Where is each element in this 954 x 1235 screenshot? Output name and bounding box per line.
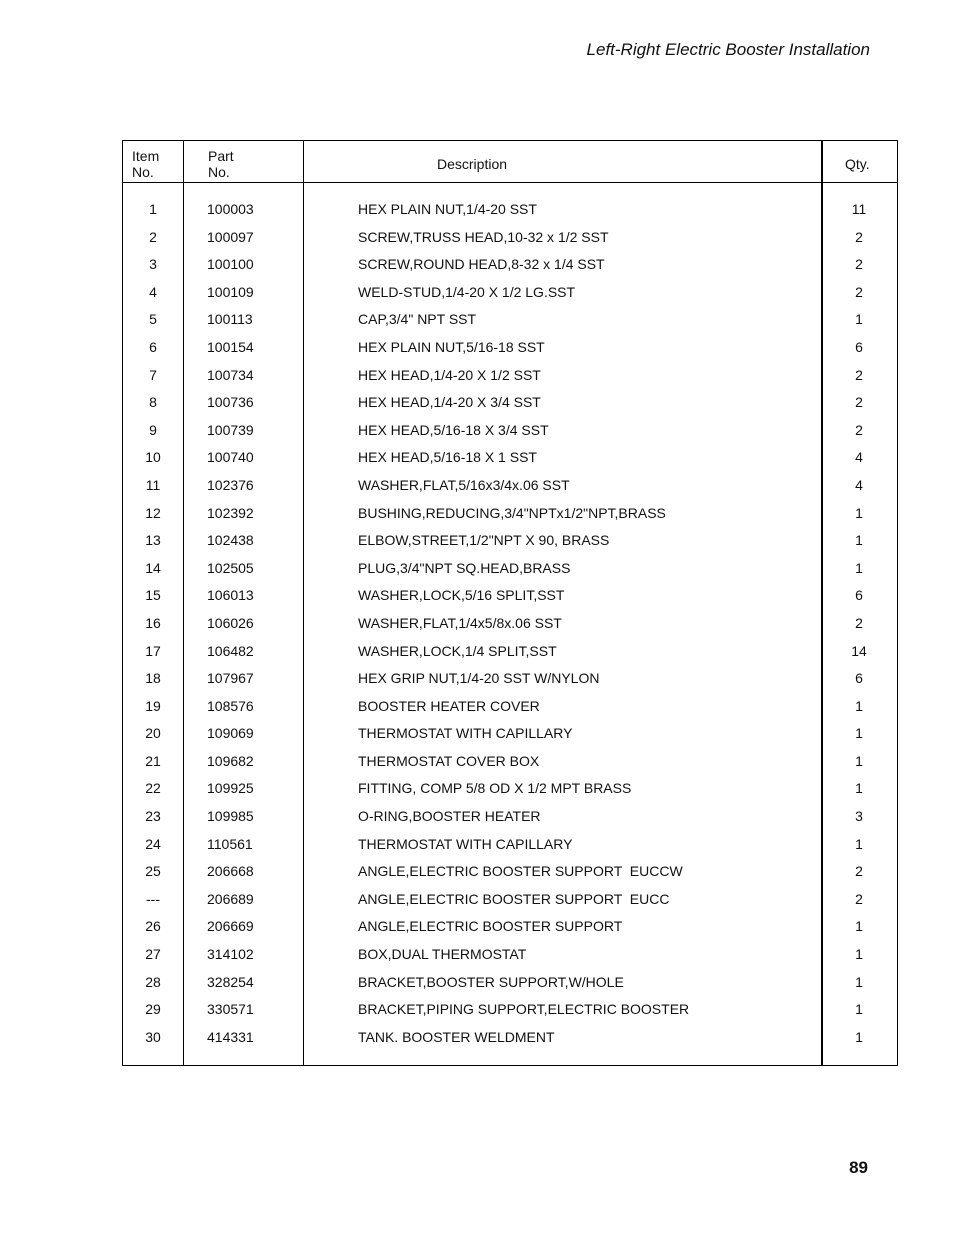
part-no-cell: 107967 [207,670,254,687]
table-row [123,968,897,996]
description-cell: ANGLE,ELECTRIC BOOSTER SUPPORT EUCC [358,890,670,907]
table-row [123,278,897,306]
qty-cell: 1 [855,504,863,521]
qty-cell: 2 [855,366,863,383]
column-header-qty: Qty. [845,156,870,172]
table-row [123,416,897,444]
table-row [123,223,897,251]
table-row [123,774,897,802]
part-no-cell: 100734 [207,366,254,383]
table-row [123,388,897,416]
qty-cell: 1 [855,1001,863,1018]
table-row [123,305,897,333]
part-no-cell: 106013 [207,587,254,604]
part-no-cell: 100003 [207,201,254,217]
item-no-cell: --- [146,890,160,907]
item-no-cell: 14 [145,559,161,576]
description-cell: SCREW,ROUND HEAD,8-32 x 1/4 SST [358,256,605,273]
part-no-cell: 102376 [207,476,254,493]
part-no-cell: 106482 [207,642,254,659]
table-row [123,526,897,554]
qty-cell: 2 [855,863,863,880]
description-cell: HEX PLAIN NUT,1/4-20 SST [358,201,537,217]
item-no-cell: 1 [149,201,157,217]
part-no-cell: 100113 [207,311,253,328]
item-no-cell: 6 [149,338,157,355]
column-header-part-line2: No. [208,164,230,180]
table-row [123,609,897,637]
item-no-cell: 13 [145,532,161,549]
item-no-cell: 3 [149,256,157,273]
part-no-cell: 102392 [207,504,254,521]
description-cell: THERMOSTAT WITH CAPILLARY [358,835,573,852]
table-row [123,333,897,361]
table-row [123,664,897,692]
table-row [123,857,897,885]
qty-cell: 2 [855,256,863,273]
description-cell: HEX HEAD,1/4-20 X 3/4 SST [358,394,541,411]
table-row [123,747,897,775]
description-cell: PLUG,3/4"NPT SQ.HEAD,BRASS [358,559,571,576]
item-no-cell: 25 [145,863,161,880]
qty-cell: 1 [855,725,863,742]
description-cell: CAP,3/4" NPT SST [358,311,477,328]
part-no-cell: 100100 [207,256,254,273]
qty-cell: 4 [855,476,863,493]
description-cell: BOOSTER HEATER COVER [358,697,540,714]
item-no-cell: 10 [145,449,161,466]
description-cell: WASHER,LOCK,5/16 SPLIT,SST [358,587,565,604]
table-row [123,195,897,223]
description-cell: HEX PLAIN NUT,5/16-18 SST [358,338,545,355]
table-row [123,692,897,720]
table-row [123,830,897,858]
part-no-cell: 100739 [207,421,254,438]
item-no-cell: 4 [149,283,157,300]
part-no-cell: 106026 [207,614,254,631]
description-cell: ANGLE,ELECTRIC BOOSTER SUPPORT EUCCW [358,863,683,880]
description-cell: BRACKET,PIPING SUPPORT,ELECTRIC BOOSTER [358,1001,690,1018]
description-cell: ELBOW,STREET,1/2"NPT X 90, BRASS [358,532,610,549]
item-no-cell: 20 [145,725,161,742]
item-no-cell: 18 [145,670,161,687]
table-row [123,802,897,830]
qty-cell: 2 [855,614,863,631]
item-no-cell: 23 [145,808,161,825]
part-no-cell: 102505 [207,559,254,576]
item-no-cell: 30 [145,1028,161,1045]
qty-cell: 2 [855,421,863,438]
description-cell: TANK. BOOSTER WELDMENT [358,1028,555,1045]
part-no-cell: 314102 [207,946,254,963]
qty-cell: 3 [855,808,863,825]
qty-cell: 1 [855,697,863,714]
column-header-item-no [132,148,159,180]
qty-cell: 1 [855,918,863,935]
column-header-description: Description [437,156,508,172]
description-cell: ANGLE,ELECTRIC BOOSTER SUPPORT [358,918,623,935]
description-cell: BRACKET,BOOSTER SUPPORT,W/HOLE [358,973,624,990]
part-no-cell: 109682 [207,752,254,769]
qty-cell: 1 [855,559,863,576]
item-no-cell: 21 [145,752,161,769]
parts-table [122,140,898,1066]
part-no-cell: 109985 [207,808,254,825]
page-header-title: Left-Right Electric Booster Installation [586,40,870,59]
part-no-cell: 330571 [207,1001,254,1018]
table-row [123,471,897,499]
item-no-cell: 19 [145,697,161,714]
table-row [123,995,897,1023]
qty-cell: 2 [855,394,863,411]
part-no-cell: 110561 [207,835,253,852]
part-no-cell: 414331 [207,1028,254,1045]
part-no-cell: 328254 [207,973,254,990]
table-row [123,1023,897,1051]
item-no-cell: 7 [149,366,157,383]
description-cell: HEX HEAD,5/16-18 X 3/4 SST [358,421,549,438]
item-no-cell: 15 [145,587,161,604]
description-cell: FITTING, COMP 5/8 OD X 1/2 MPT BRASS [358,780,632,797]
description-cell: BOX,DUAL THERMOSTAT [358,946,527,963]
qty-cell: 1 [855,835,863,852]
item-no-cell: 24 [145,835,161,852]
description-cell: HEX GRIP NUT,1/4-20 SST W/NYLON [358,670,600,687]
qty-cell: 11 [851,201,867,217]
item-no-cell: 22 [145,780,161,797]
description-cell: WELD-STUD,1/4-20 X 1/2 LG.SST [358,283,576,300]
table-header [123,141,897,183]
qty-cell: 2 [855,283,863,300]
column-header-item-line1: Item [132,148,160,164]
qty-cell: 6 [855,338,863,355]
table-body [123,195,897,1050]
item-no-cell: 9 [149,421,157,438]
description-cell: HEX HEAD,5/16-18 X 1 SST [358,449,537,466]
part-no-cell: 206669 [207,918,254,935]
qty-cell: 1 [855,752,863,769]
table-row [123,912,897,940]
qty-cell: 1 [855,532,863,549]
table-row [123,250,897,278]
page-number: 89 [849,1158,868,1177]
part-no-cell: 100097 [207,228,254,245]
part-no-cell: 102438 [207,532,254,549]
item-no-cell: 8 [149,394,157,411]
qty-cell: 14 [851,642,867,659]
part-no-cell: 206689 [207,890,254,907]
qty-cell: 1 [855,946,863,963]
item-no-cell: 17 [145,642,161,659]
item-no-cell: 12 [145,504,161,521]
description-cell: WASHER,FLAT,5/16x3/4x.06 SST [358,476,570,493]
item-no-cell: 27 [145,946,161,963]
qty-cell: 4 [855,449,863,466]
part-no-cell: 109069 [207,725,254,742]
item-no-cell: 2 [149,228,157,245]
description-cell: THERMOSTAT COVER BOX [358,752,540,769]
part-no-cell: 100740 [207,449,254,466]
description-cell: WASHER,FLAT,1/4x5/8x.06 SST [358,614,562,631]
item-no-cell: 28 [145,973,161,990]
qty-cell: 2 [855,228,863,245]
table-row [123,361,897,389]
part-no-cell: 108576 [207,697,254,714]
part-no-cell: 109925 [207,780,254,797]
item-no-cell: 11 [145,476,161,493]
table-row [123,554,897,582]
table-row [123,637,897,665]
column-header-item-line2: No. [132,164,154,180]
qty-cell: 1 [855,780,863,797]
description-cell: WASHER,LOCK,1/4 SPLIT,SST [358,642,557,659]
qty-cell: 2 [855,890,863,907]
table-row [123,443,897,471]
description-cell: O-RING,BOOSTER HEATER [358,808,541,825]
table-row [123,885,897,913]
description-cell: BUSHING,REDUCING,3/4"NPTx1/2"NPT,BRASS [358,504,666,521]
part-no-cell: 100736 [207,394,254,411]
item-no-cell: 26 [145,918,161,935]
item-no-cell: 16 [145,614,161,631]
qty-cell: 6 [855,670,863,687]
item-no-cell: 29 [145,1001,161,1018]
description-cell: SCREW,TRUSS HEAD,10-32 x 1/2 SST [358,228,609,245]
column-header-part-no [208,148,234,180]
item-no-cell: 5 [149,311,157,328]
qty-cell: 1 [855,311,863,328]
description-cell: THERMOSTAT WITH CAPILLARY [358,725,573,742]
qty-cell: 6 [855,587,863,604]
column-header-part-line1: Part [208,148,234,164]
part-no-cell: 100109 [207,283,254,300]
table-row [123,940,897,968]
qty-cell: 1 [855,1028,863,1045]
description-cell: HEX HEAD,1/4-20 X 1/2 SST [358,366,541,383]
qty-cell: 1 [855,973,863,990]
table-row [123,719,897,747]
part-no-cell: 206668 [207,863,254,880]
table-row [123,499,897,527]
part-no-cell: 100154 [207,338,254,355]
table-row [123,581,897,609]
